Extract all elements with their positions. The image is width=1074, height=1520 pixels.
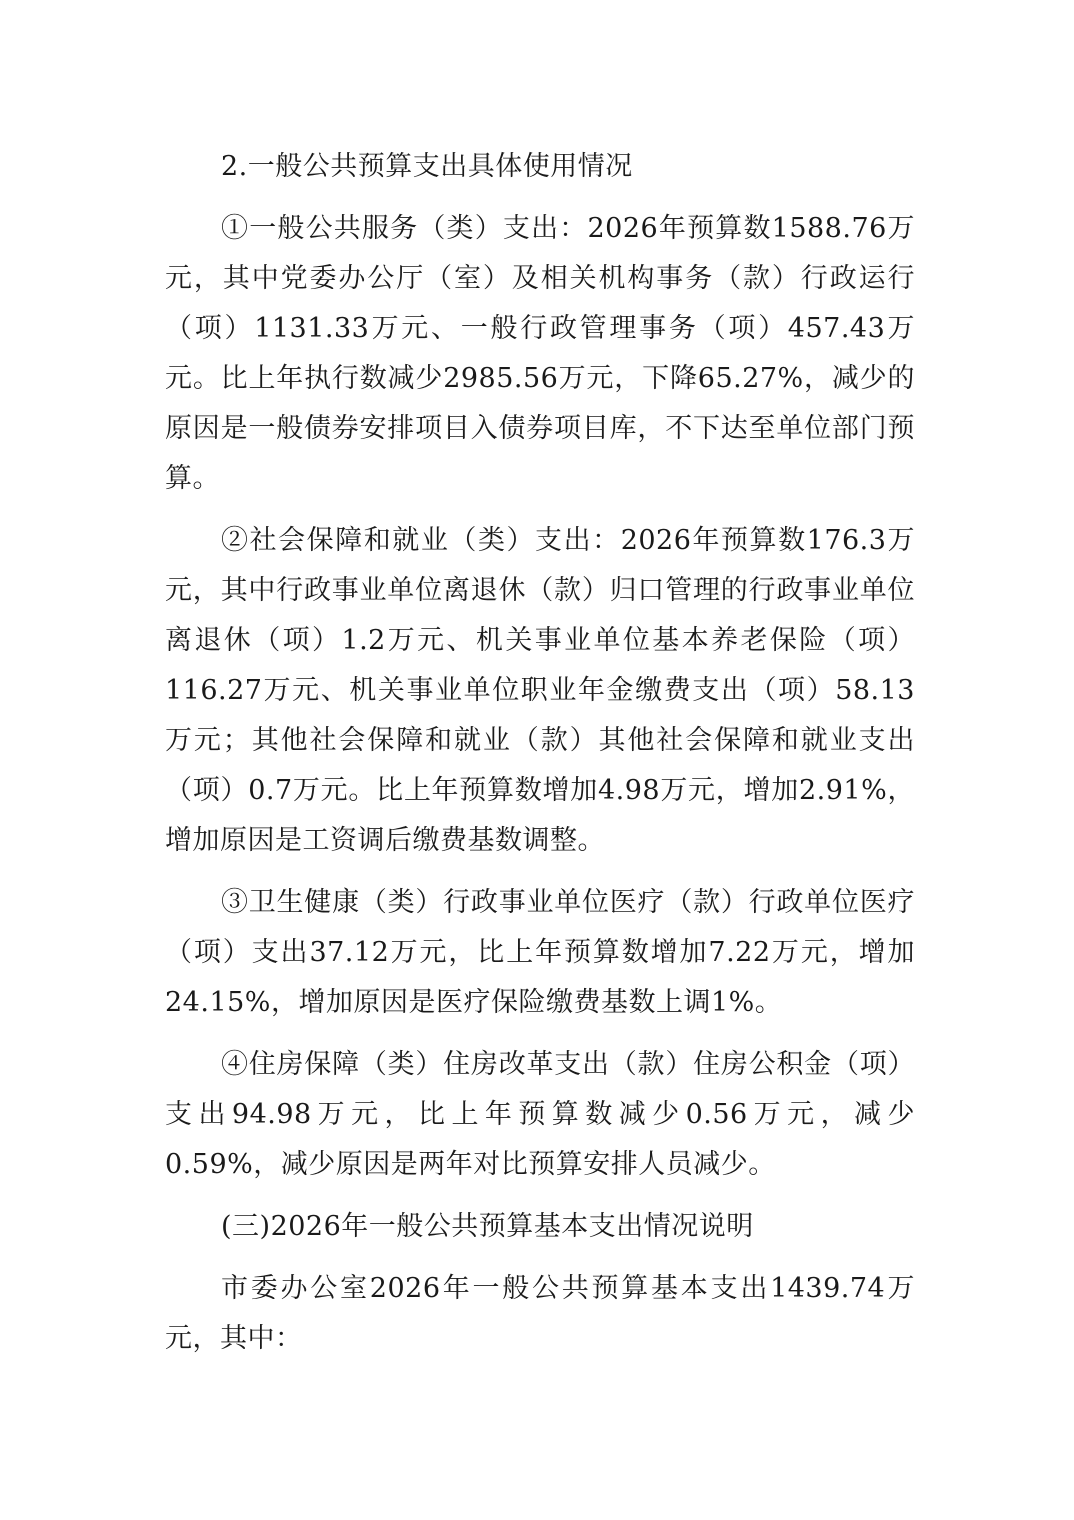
basic-expenditure-summary: 市委办公室2026年一般公共预算基本支出1439.74万元，其中：	[165, 1273, 915, 1354]
section-heading-3: (三)2026年一般公共预算基本支出情况说明	[221, 1211, 754, 1242]
expenditure-item-general-public-services: ①一般公共服务（类）支出：2026年预算数1588.76万元，其中党委办公厅（室）及相关机构事务（款）行政运行（项）1131.33万元、一般行政管理事务（项）457.43万元。比上年执行数减少2985.56万元，下降65.27%，减少的原因是一般债券安排项目入债券项目库，不下达至单位部门预算。	[165, 213, 915, 494]
expenditure-item-health: ③卫生健康（类）行政事业单位医疗（款）行政单位医疗（项）支出37.12万元，比上年预算数增加7.22万元，增加24.15%，增加原因是医疗保险缴费基数上调1%。	[165, 887, 915, 1018]
expenditure-item-social-security: ②社会保障和就业（类）支出：2026年预算数176.3万元，其中行政事业单位离退休（款）归口管理的行政事业单位离退休（项）1.2万元、机关事业单位基本养老保险（项）116.27万元、机关事业单位职业年金缴费支出（项）58.13万元；其他社会保障和就业（款）其他社会保障和就业支出（项）0.7万元。比上年预算数增加4.98万元，增加2.91%，增加原因是工资调后缴费基数调整。	[165, 525, 915, 856]
expenditure-item-housing: ④住房保障（类）住房改革支出（款）住房公积金（项）支出94.98万元，比上年预算数减少0.56万元，减少0.59%，减少原因是两年对比预算安排人员减少。	[165, 1049, 915, 1180]
section-heading-2: 2.一般公共预算支出具体使用情况	[221, 151, 633, 182]
document-body	[165, 142, 915, 1376]
